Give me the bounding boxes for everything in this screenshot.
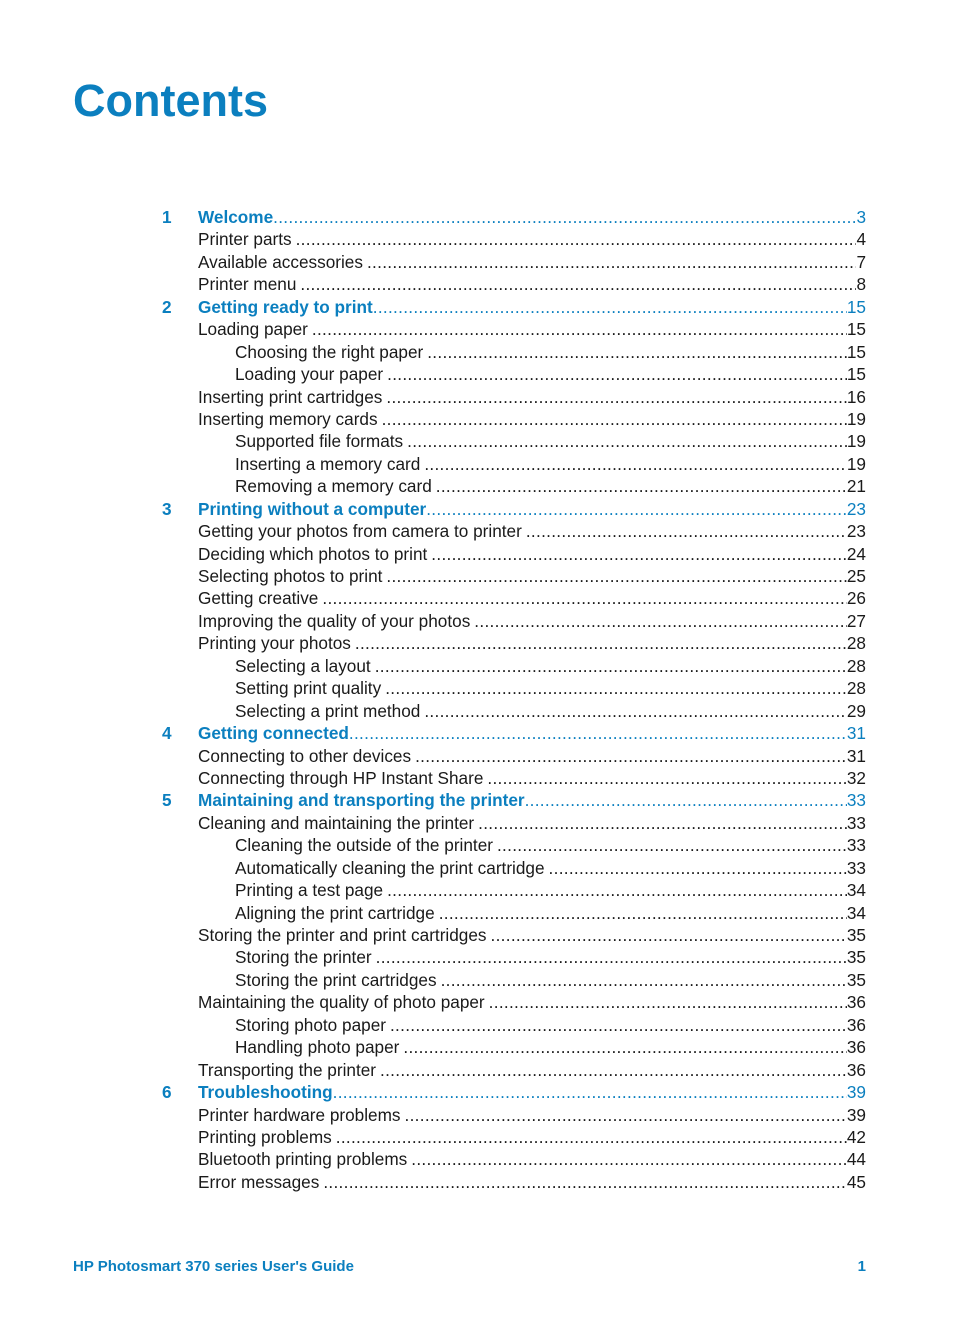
toc-section-entry[interactable] — [160, 1104, 866, 1126]
toc-section-entry[interactable] — [160, 408, 866, 430]
toc-page-number: 36 — [846, 1037, 866, 1058]
toc-dot-leader — [426, 498, 847, 520]
toc-dot-leader — [525, 789, 847, 811]
toc-section-entry[interactable] — [160, 386, 866, 408]
toc-entry-line — [198, 1059, 866, 1081]
toc-page-number: 34 — [846, 902, 866, 923]
toc-page-number: 19 — [846, 431, 866, 452]
toc-dot-leader — [424, 453, 847, 475]
toc-entry-line — [198, 565, 866, 587]
toc-entry-line — [198, 296, 866, 318]
toc-entry-line — [235, 857, 866, 879]
toc-dot-leader — [380, 1059, 847, 1081]
toc-dot-leader — [431, 543, 847, 565]
toc-dot-leader — [415, 745, 847, 767]
toc-chapter-entry[interactable] — [160, 498, 866, 520]
toc-page-number: 15 — [846, 319, 866, 340]
toc-page-number: 16 — [846, 386, 866, 407]
toc-entry-label: Printing without a computer — [198, 498, 427, 519]
toc-entry-line — [198, 587, 866, 609]
toc-section-entry[interactable] — [160, 1148, 866, 1170]
toc-entry-line — [235, 475, 866, 497]
toc-entry-label: Supported file formats — [235, 431, 404, 452]
toc-page-number: 33 — [846, 835, 866, 856]
toc-subsection-entry[interactable] — [160, 879, 866, 901]
toc-entry-label: Aligning the print cartridge — [235, 902, 435, 923]
footer-document-title: HP Photosmart 370 series User's Guide — [73, 1258, 354, 1275]
toc-entry-label: Getting your photos from camera to printer — [198, 521, 522, 542]
toc-dot-leader — [300, 273, 856, 295]
toc-entry-line — [198, 386, 866, 408]
toc-entry-line — [198, 520, 866, 542]
toc-subsection-entry[interactable] — [160, 475, 866, 497]
toc-page-number: 44 — [846, 1149, 866, 1170]
toc-dot-leader — [497, 834, 847, 856]
toc-entry-line — [198, 722, 866, 744]
toc-dot-leader — [336, 1126, 847, 1148]
toc-section-entry[interactable] — [160, 520, 866, 542]
toc-page-number: 26 — [846, 588, 866, 609]
toc-page-number: 33 — [846, 790, 866, 811]
toc-chapter-number: 5 — [162, 790, 172, 811]
toc-entry-line — [198, 632, 866, 654]
toc-entry-label: Bluetooth printing problems — [198, 1149, 408, 1170]
toc-section-entry[interactable] — [160, 610, 866, 632]
toc-entry-label: Loading paper — [198, 319, 308, 340]
toc-chapter-entry[interactable] — [160, 1081, 866, 1103]
toc-page-number: 28 — [846, 655, 866, 676]
toc-entry-line — [235, 677, 866, 699]
toc-page-number: 3 — [856, 207, 866, 227]
toc-page-number: 36 — [846, 1059, 866, 1080]
toc-page-number: 45 — [846, 1171, 866, 1192]
toc-entry-label: Inserting print cartridges — [198, 386, 383, 407]
toc-section-entry[interactable] — [160, 587, 866, 609]
toc-dot-leader — [312, 318, 847, 340]
toc-entry-line — [235, 341, 866, 363]
page-footer — [73, 1258, 866, 1280]
toc-dot-leader — [367, 251, 856, 273]
toc-section-entry[interactable] — [160, 273, 866, 295]
toc-subsection-entry[interactable] — [160, 363, 866, 385]
toc-entry-line — [198, 745, 866, 767]
toc-entry-label: Transporting the printer — [198, 1059, 377, 1080]
toc-page-number: 28 — [846, 678, 866, 699]
toc-page-number: 15 — [846, 364, 866, 385]
toc-entry-label: Available accessories — [198, 251, 363, 272]
toc-dot-leader — [385, 677, 847, 699]
toc-page-number: 28 — [846, 633, 866, 654]
toc-entry-line — [198, 1126, 866, 1148]
toc-entry-label: Welcome — [198, 207, 274, 227]
toc-dot-leader — [386, 565, 846, 587]
toc-page-number: 36 — [846, 1014, 866, 1035]
toc-page-number: 7 — [856, 251, 866, 272]
toc-entry-label: Inserting a memory card — [235, 453, 421, 474]
toc-dot-leader — [411, 1148, 847, 1170]
toc-page-number: 25 — [846, 566, 866, 586]
toc-chapter-entry[interactable] — [160, 296, 866, 318]
toc-section-entry[interactable] — [160, 991, 866, 1013]
toc-subsection-entry[interactable] — [160, 430, 866, 452]
toc-dot-leader — [296, 228, 857, 250]
toc-entry-line — [235, 1036, 866, 1058]
toc-entry-label: Maintaining and transporting the printer — [198, 790, 525, 811]
toc-entry-line — [235, 655, 866, 677]
toc-section-entry[interactable] — [160, 228, 866, 250]
toc-subsection-entry[interactable] — [160, 453, 866, 475]
toc-page-number: 39 — [846, 1104, 866, 1125]
toc-subsection-entry[interactable] — [160, 946, 866, 968]
toc-entry-line — [198, 1171, 866, 1193]
toc-section-entry[interactable] — [160, 251, 866, 273]
toc-section-entry[interactable] — [160, 1171, 866, 1193]
toc-chapter-number: 6 — [162, 1082, 172, 1103]
toc-section-entry[interactable] — [160, 924, 866, 946]
toc-entry-label: Improving the quality of your photos — [198, 610, 471, 631]
toc-entry-line — [198, 498, 866, 520]
toc-entry-line — [198, 991, 866, 1013]
toc-entry-line — [235, 946, 866, 968]
toc-entry-line — [198, 206, 866, 228]
toc-entry-label: Choosing the right paper — [235, 341, 424, 362]
toc-dot-leader — [489, 991, 847, 1013]
toc-entry-label: Connecting through HP Instant Share — [198, 767, 484, 788]
toc-entry-line — [198, 1148, 866, 1170]
toc-section-entry[interactable] — [160, 565, 866, 587]
toc-dot-leader — [424, 700, 847, 722]
toc-dot-leader — [549, 857, 847, 879]
toc-page-number: 27 — [846, 610, 866, 631]
toc-dot-leader — [382, 408, 847, 430]
toc-subsection-entry[interactable] — [160, 969, 866, 991]
toc-dot-leader — [355, 632, 847, 654]
toc-entry-label: Printer menu — [198, 274, 297, 295]
toc-dot-leader — [386, 386, 847, 408]
toc-subsection-entry[interactable] — [160, 857, 866, 879]
footer-page-number: 1 — [857, 1258, 866, 1275]
toc-entry-label: Printer parts — [198, 229, 292, 250]
toc-dot-leader — [349, 722, 847, 744]
toc-subsection-entry[interactable] — [160, 677, 866, 699]
toc-entry-line — [198, 610, 866, 632]
toc-section-entry[interactable] — [160, 745, 866, 767]
toc-entry-line — [235, 1014, 866, 1036]
toc-entry-line — [198, 812, 866, 834]
toc-dot-leader — [273, 206, 856, 228]
toc-dot-leader — [478, 812, 847, 834]
toc-subsection-entry[interactable] — [160, 341, 866, 363]
toc-entry-line — [198, 273, 866, 295]
toc-entry-label: Maintaining the quality of photo paper — [198, 992, 485, 1013]
toc-entry-label: Printing a test page — [235, 880, 384, 901]
toc-entry-label: Selecting a layout — [235, 655, 371, 676]
toc-page-number: 35 — [846, 925, 866, 945]
toc-page-number: 24 — [846, 543, 866, 564]
toc-entry-line — [235, 453, 866, 475]
toc-entry-label: Cleaning and maintaining the printer — [198, 812, 475, 833]
toc-dot-leader — [487, 767, 847, 789]
toc-entry-label: Setting print quality — [235, 678, 382, 699]
toc-section-entry[interactable] — [160, 1126, 866, 1148]
toc-dot-leader — [405, 1104, 847, 1126]
toc-dot-leader — [375, 655, 847, 677]
toc-section-entry[interactable] — [160, 318, 866, 340]
toc-chapter-number: 2 — [162, 296, 172, 317]
toc-subsection-entry[interactable] — [160, 655, 866, 677]
toc-page-number: 21 — [846, 476, 866, 497]
toc-dot-leader — [439, 902, 847, 924]
toc-page-number: 33 — [846, 812, 866, 833]
toc-chapter-entry[interactable] — [160, 789, 866, 811]
toc-chapter-entry[interactable] — [160, 206, 866, 228]
toc-entry-label: Printing your photos — [198, 633, 351, 654]
toc-entry-label: Storing the print cartridges — [235, 969, 437, 990]
toc-entry-label: Selecting photos to print — [198, 566, 383, 586]
toc-entry-line — [235, 363, 866, 385]
toc-section-entry[interactable] — [160, 543, 866, 565]
toc-subsection-entry[interactable] — [160, 700, 866, 722]
toc-page-number: 23 — [846, 498, 866, 519]
toc-entry-line — [198, 789, 866, 811]
toc-page-number: 39 — [846, 1082, 866, 1103]
toc-entry-line — [235, 834, 866, 856]
toc-subsection-entry[interactable] — [160, 834, 866, 856]
toc-entry-line — [198, 408, 866, 430]
toc-chapter-number: 4 — [162, 723, 172, 744]
toc-dot-leader — [387, 363, 847, 385]
toc-entry-line — [198, 1081, 866, 1103]
toc-page-number: 31 — [846, 745, 866, 766]
toc-page-number: 19 — [846, 453, 866, 474]
toc-page-number: 4 — [856, 229, 866, 250]
toc-entry-label: Automatically cleaning the print cartridge — [235, 857, 545, 878]
toc-page-number: 15 — [846, 341, 866, 362]
page-title: Contents — [73, 75, 268, 126]
toc-entry-label: Printing problems — [198, 1126, 332, 1147]
toc-entry-label: Troubleshooting — [198, 1082, 333, 1103]
toc-entry-label: Storing the printer and print cartridges — [198, 925, 487, 945]
toc-section-entry[interactable] — [160, 1059, 866, 1081]
toc-chapter-entry[interactable] — [160, 722, 866, 744]
toc-dot-leader — [387, 879, 847, 901]
toc-entry-label: Getting connected — [198, 723, 349, 744]
toc-dot-leader — [403, 1036, 847, 1058]
table-of-contents — [160, 206, 866, 1193]
toc-entry-label: Getting creative — [198, 588, 319, 609]
toc-entry-label: Inserting memory cards — [198, 408, 378, 429]
toc-entry-line — [198, 251, 866, 273]
toc-page-number: 35 — [846, 969, 866, 990]
toc-page-number: 8 — [856, 274, 866, 295]
toc-subsection-entry[interactable] — [160, 1036, 866, 1058]
toc-subsection-entry[interactable] — [160, 902, 866, 924]
toc-dot-leader — [427, 341, 847, 363]
toc-page-number: 33 — [846, 857, 866, 878]
toc-entry-line — [235, 902, 866, 924]
toc-entry-label: Loading your paper — [235, 364, 384, 385]
toc-entry-line — [235, 969, 866, 991]
toc-entry-label: Storing the printer — [235, 947, 372, 968]
toc-dot-leader — [526, 520, 847, 542]
toc-page-number: 19 — [846, 408, 866, 429]
toc-dot-leader — [407, 430, 847, 452]
toc-entry-label: Handling photo paper — [235, 1037, 400, 1058]
toc-entry-line — [198, 543, 866, 565]
toc-dot-leader — [390, 1014, 847, 1036]
toc-entry-label: Printer hardware problems — [198, 1104, 401, 1125]
toc-chapter-number: 1 — [162, 207, 172, 227]
toc-chapter-number: 3 — [162, 498, 172, 519]
toc-dot-leader — [323, 1171, 847, 1193]
toc-entry-line — [198, 1104, 866, 1126]
toc-page-number: 31 — [846, 723, 866, 744]
toc-dot-leader — [436, 475, 847, 497]
toc-page-number: 36 — [846, 992, 866, 1013]
toc-section-entry[interactable] — [160, 767, 866, 789]
toc-dot-leader — [376, 946, 847, 968]
toc-dot-leader — [322, 587, 847, 609]
toc-page-number: 32 — [846, 767, 866, 788]
toc-dot-leader — [373, 296, 847, 318]
toc-page-number: 35 — [846, 947, 866, 968]
toc-dot-leader — [491, 924, 847, 946]
toc-entry-label: Getting ready to print — [198, 296, 373, 317]
toc-dot-leader — [441, 969, 847, 991]
toc-entry-label: Selecting a print method — [235, 700, 421, 721]
toc-entry-label: Deciding which photos to print — [198, 543, 428, 564]
toc-entry-line — [235, 879, 866, 901]
toc-page-number: 34 — [846, 880, 866, 901]
toc-entry-line — [198, 924, 866, 946]
toc-entry-label: Cleaning the outside of the printer — [235, 835, 493, 856]
toc-dot-leader — [333, 1081, 847, 1103]
toc-entry-line — [235, 430, 866, 452]
toc-entry-label: Storing photo paper — [235, 1014, 386, 1035]
toc-dot-leader — [474, 610, 847, 632]
toc-section-entry[interactable] — [160, 812, 866, 834]
toc-entry-label: Connecting to other devices — [198, 745, 412, 766]
toc-entry-label: Error messages — [198, 1171, 320, 1192]
toc-entry-line — [198, 228, 866, 250]
toc-page-number: 23 — [846, 521, 866, 542]
toc-entry-label: Removing a memory card — [235, 476, 432, 497]
toc-entry-line — [198, 767, 866, 789]
toc-page-number: 42 — [846, 1126, 866, 1147]
toc-entry-line — [198, 318, 866, 340]
toc-entry-line — [235, 700, 866, 722]
toc-page-number: 29 — [846, 700, 866, 721]
toc-subsection-entry[interactable] — [160, 1014, 866, 1036]
toc-section-entry[interactable] — [160, 632, 866, 654]
toc-page-number: 15 — [846, 296, 866, 317]
